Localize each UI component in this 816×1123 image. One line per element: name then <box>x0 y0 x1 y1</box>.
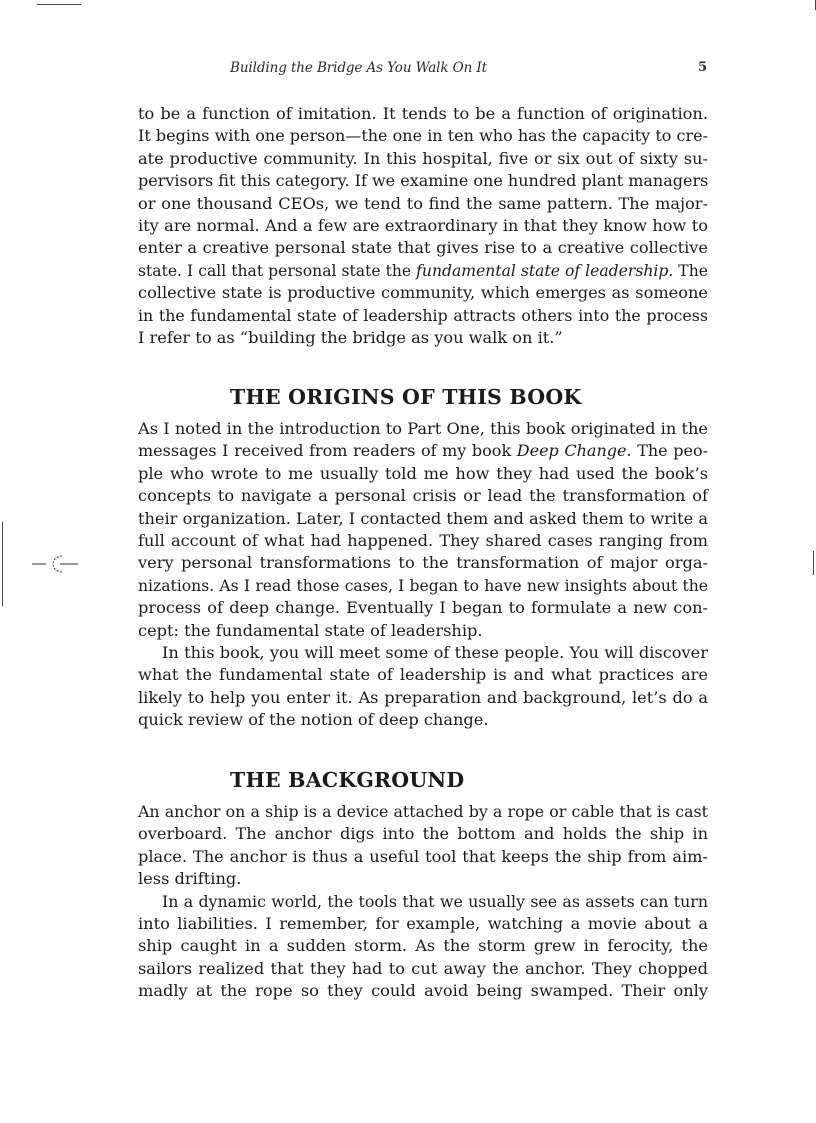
text-line <box>138 237 708 259</box>
text-run: cept: the fundamental state of leadership. <box>138 620 483 640</box>
text-run: into liabilities. I remember, for example, watching a movie about a <box>138 913 708 933</box>
text-run: what the fundamental state of leadership is and what practices are <box>138 665 708 685</box>
text-line <box>138 103 708 125</box>
text-run: quick review of the notion of deep change. <box>138 710 489 730</box>
text-line <box>138 215 708 237</box>
text-run: pervisors fit this category. If we examine one hundred plant managers <box>138 171 709 191</box>
origins-section-body <box>138 418 708 731</box>
text-line <box>138 418 708 440</box>
text-line <box>138 305 708 327</box>
text-run: madly at the rope so they could avoid being swamped. Their only <box>138 981 708 1001</box>
text-line <box>138 440 708 462</box>
text-line <box>138 282 708 304</box>
text-line <box>138 664 708 686</box>
text-run: their organization. Later, I contacted them and asked them to write a <box>138 508 708 528</box>
text-line <box>138 801 708 823</box>
text-run: It begins with one person—the one in ten who has the capacity to cre- <box>138 126 708 146</box>
text-run: An anchor on a ship is a device attached by a rope or cable that is cast <box>138 802 708 821</box>
text-run: overboard. The anchor digs into the bottom and holds the ship in <box>138 824 708 844</box>
text-line <box>138 823 708 845</box>
text-run: enter a creative personal state that gives rise to a creative collective <box>138 238 708 258</box>
page-number: 5 <box>697 60 707 75</box>
text-run: state. I call that personal state the <box>138 261 417 280</box>
text-line <box>138 935 708 957</box>
intro-paragraph <box>138 103 708 349</box>
text-line <box>138 463 708 485</box>
text-run: ate productive community. In this hospital, five or six out of sixty su- <box>138 148 708 168</box>
text-line <box>138 868 708 890</box>
text-line <box>138 530 708 552</box>
text-line <box>138 913 708 935</box>
text-run: nizations. As I read those cases, I began to have new insights about the <box>138 576 708 595</box>
text-run: full account of what had happened. They shared cases ranging from <box>138 530 708 550</box>
text-run: As I noted in the introduction to Part One, this book originated in the <box>138 419 708 438</box>
crop-mark-top-left <box>37 4 81 5</box>
text-run: to be a function of imitation. It tends to be a function of origination. <box>138 104 708 123</box>
text-run: less drifting. <box>138 869 242 889</box>
italic-phrase: fundamental state of leadership. <box>416 261 674 280</box>
section-heading-background: THE BACKGROUND <box>230 768 465 792</box>
text-line <box>138 846 708 868</box>
text-line <box>138 485 708 507</box>
text-run: In a dynamic world, the tools that we usually see as assets can turn <box>162 891 708 911</box>
section-heading-origins: THE ORIGINS OF THIS BOOK <box>230 385 582 409</box>
text-run: in the fundamental state of leadership attracts others into the process <box>138 305 708 325</box>
text-run: ple who wrote to me usually told me how they had used the book’s <box>138 463 708 483</box>
text-run: The peo- <box>631 441 709 461</box>
text-line <box>138 125 708 147</box>
text-run: The <box>673 261 708 280</box>
text-run: I refer to as “building the bridge as you walk on it.” <box>138 327 563 347</box>
registration-mark-icon <box>32 551 80 577</box>
background-section-body <box>138 801 708 1003</box>
text-run: In this book, you will meet some of these people. You will discover <box>162 642 708 662</box>
text-line <box>138 642 708 664</box>
text-line <box>138 891 708 913</box>
text-line <box>138 170 708 192</box>
running-head-title: Building the Bridge As You Walk On It <box>230 60 487 76</box>
running-head <box>230 60 707 82</box>
text-line <box>138 597 708 619</box>
text-line <box>138 620 708 642</box>
text-run: place. The anchor is thus a useful tool that keeps the ship from aim- <box>138 846 708 866</box>
text-run: process of deep change. Eventually I began to formulate a new con- <box>138 598 708 618</box>
text-run: messages I received from readers of my book <box>138 441 517 461</box>
text-line <box>138 508 708 530</box>
text-line <box>138 980 708 1002</box>
text-run: very personal transformations to the transformation of major orga- <box>138 553 708 573</box>
text-line <box>138 193 708 215</box>
text-line <box>138 575 708 597</box>
text-run: likely to help you enter it. As preparation and background, let’s do a <box>138 687 708 707</box>
italic-phrase: Deep Change. <box>516 441 632 461</box>
text-run: or one thousand CEOs, we tend to find the same pattern. The major- <box>138 193 708 213</box>
text-run: ity are normal. And a few are extraordinary in that they know how to <box>138 215 708 235</box>
text-line <box>138 327 708 349</box>
crop-mark-right <box>813 551 814 575</box>
text-line <box>138 958 708 980</box>
text-run: ship caught in a sudden storm. As the storm grew in ferocity, the <box>138 936 708 956</box>
text-line <box>138 148 708 170</box>
text-run: collective state is productive community, which emerges as someone <box>138 283 708 303</box>
text-line <box>138 260 708 282</box>
text-line <box>138 552 708 574</box>
text-line <box>138 709 708 731</box>
text-line <box>138 687 708 709</box>
crop-mark-left <box>2 522 3 606</box>
text-run: concepts to navigate a personal crisis or lead the transformation of <box>138 486 708 506</box>
text-run: sailors realized that they had to cut away the anchor. They chopped <box>138 958 708 978</box>
